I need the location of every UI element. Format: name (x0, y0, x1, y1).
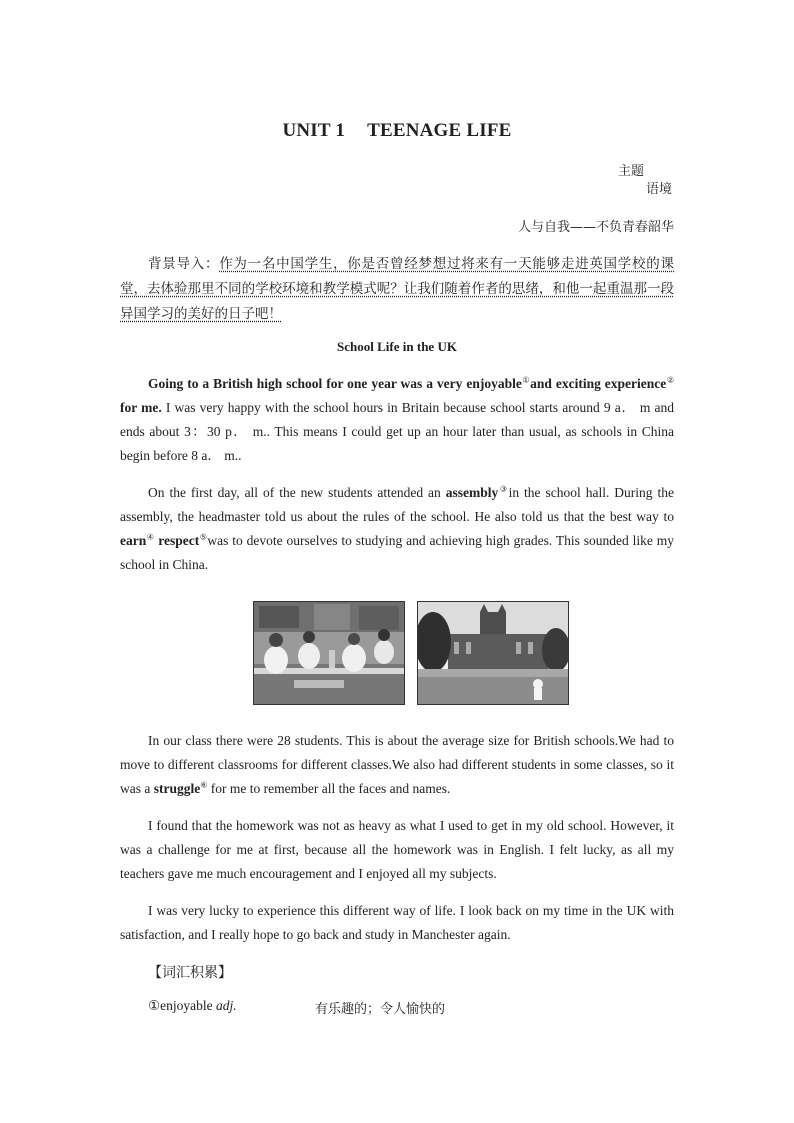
p2-sup-3: ⑤ (199, 532, 208, 542)
p1-sup-1: ① (521, 375, 531, 385)
unit-number: UNIT 1 (282, 120, 346, 141)
school-building-photo-graphic (418, 602, 568, 704)
p2-sup-1: ③ (498, 484, 509, 494)
background-intro (120, 252, 674, 327)
vocab-heading: 【词汇积累】 (148, 965, 232, 981)
paragraph-4: I found that the homework was not as heavy as what I used to get in my old school. However, it was a challenge for me at first, because all the homework was in English. I felt lucky, as all my teachers gave me much encouragement and I enjoyed all my subjects. (120, 818, 674, 881)
paragraph-2 (120, 481, 674, 577)
classroom-photo (253, 601, 405, 705)
vocab-item-word: enjoyable (160, 998, 216, 1013)
vocab-item-meaning: 有乐趣的；令人愉快的 (315, 1002, 446, 1017)
paragraph-1 (120, 372, 674, 468)
p3-text-2: for me to remember all the faces and names. (207, 781, 451, 796)
page-title (0, 120, 794, 142)
p2-bold-1: assembly (445, 485, 499, 500)
context-label: 语境 (646, 182, 673, 197)
theme-value: 人与自我——不负青春韶华 (517, 220, 674, 235)
article-title: School Life in the UK (337, 339, 457, 354)
p2-text-3: was to devote ourselves to studying and achieving high grades. This sounded like my school in China. (120, 533, 674, 572)
p2-bold-3: respect (154, 533, 200, 548)
p2-bold-2: earn (120, 533, 147, 548)
intro-text: 作为一名中国学生，你是否曾经梦想过将来有一天能够走进英国学校的课堂，去体验那里不同的学校环境和教学模式呢？让我们随着作者的思绪，和他一起重温那一段异国学习的美好的日子吧！ (120, 256, 675, 322)
theme-label: 主题 (618, 164, 645, 179)
paragraph-3 (120, 729, 674, 801)
paragraph-5: I was very lucky to experience this different way of life. I look back on my time in the UK with satisfaction, and I really hope to go back and study in Manchester again. (120, 903, 674, 942)
intro-label: 背景导入： (148, 256, 220, 272)
p2-text-1: On the first day, all of the new students attended an (148, 485, 446, 500)
p1-bold-1: Going to a British high school for one year was a very enjoyable (148, 376, 522, 391)
p2-text-2: in the school hall. During the assembly, the headmaster told us about the rules of the school. He also told us that the best way to (120, 485, 674, 524)
p2-sup-2: ④ (146, 532, 155, 542)
p1-bold-2: and exciting experience (530, 376, 667, 391)
p1-text: I was very happy with the school hours in Britain because school starts around 9 a． m and ends about 3：30 p． m.. This means I could get up an hour later than usual, as schools in China begin before 8 a． m.. (120, 400, 675, 463)
p3-text-1: In our class there were 28 students. This is about the average size for British schools.We had to move to different classrooms for different classes.We also had different students in some classes, so it was a (120, 733, 674, 796)
vocab-item-pos: adj. (215, 998, 237, 1013)
school-building-photo (417, 601, 569, 705)
unit-name: TEENAGE LIFE (367, 120, 512, 141)
p1-bold-3: for me. (120, 400, 162, 415)
vocab-item-1 (148, 998, 548, 1017)
p3-sup-1: ⑥ (200, 780, 208, 790)
p1-sup-2: ② (666, 375, 675, 385)
vocab-item-number: ① (148, 998, 161, 1013)
p3-bold-1: struggle (153, 781, 201, 796)
classroom-photo-graphic (254, 602, 404, 704)
